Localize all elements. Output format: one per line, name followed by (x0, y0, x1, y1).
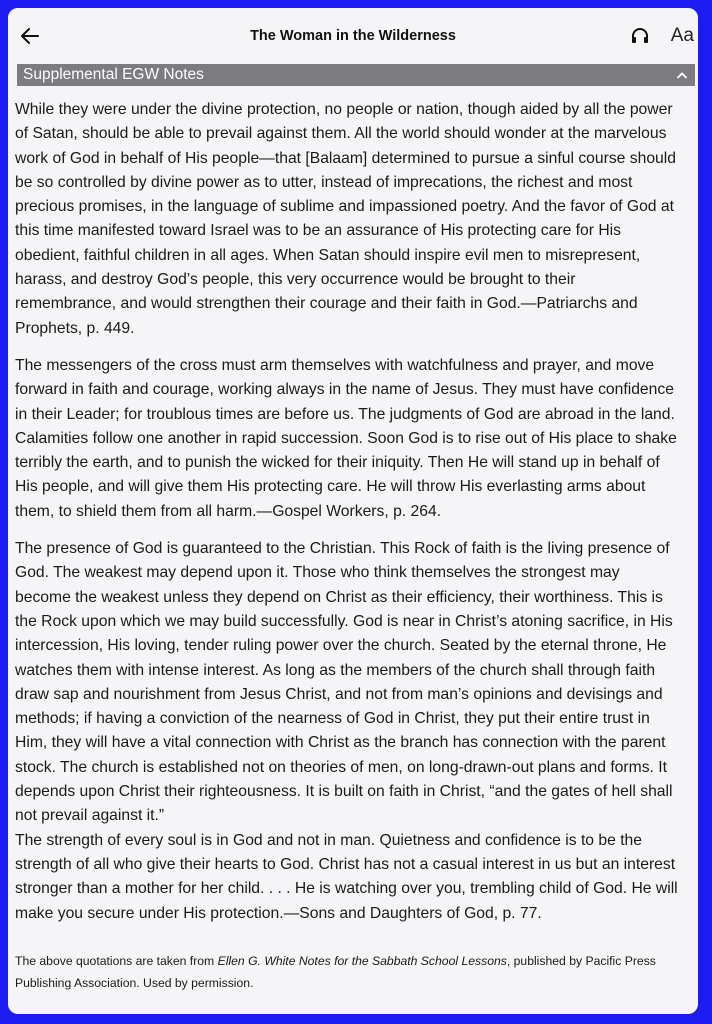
footnote-source: Ellen G. White Notes for the Sabbath School Lessons (217, 954, 507, 968)
chevron-up-icon (676, 71, 688, 79)
back-button[interactable] (10, 16, 50, 56)
collapse-toggle[interactable] (669, 71, 695, 79)
back-arrow-icon (21, 28, 39, 44)
headphones-icon (631, 28, 649, 44)
paragraph: The strength of every soul is in God and not in man. Quietness and confidence is to be the strength of all who give their hearts to God. Christ has not a casual interest in us but an interest stronger than a mother for her child. . . . He is watching over you, trembling child of God. He will make you secure under His protection.—Sons and Daughters of God, p. 77. (15, 831, 678, 922)
paragraph: While they were under the divine protection, no people or nation, though aided by all the power of Satan, should be able to prevail against them. All the world should wonder at the marvelous work of God in behalf of His people—that [Balaam] determined to pursue a sinful course should be so controlled by divine power as to utter, instead of imprecations, the richest and most precious promises, in the language of sublime and impassioned poetry. And the favor of God at this time manifested toward Israel was to be an assurance of His protecting care for His obedient, faithful children in all ages. When Satan should inspire evil men to misrepresent, harass, and destroy God’s people, this very occurrence would be brought to their remembrance, and would strengthen their courage and their faith in God.—Patriarchs and Prophets, p. 449. (15, 101, 676, 337)
toolbar-right (631, 25, 694, 47)
attribution-footnote (15, 950, 679, 994)
notes-content (15, 98, 679, 939)
page-title: The Woman in the Wilderness (250, 28, 456, 44)
top-bar (8, 8, 698, 64)
paragraph: The messengers of the cross must arm themselves with watchfulness and prayer, and move forward in faith and courage, working always in the name of Jesus. They must have confidence in their Leader; for troublous times are before us. The judgments of God are abroad in the land. Calamities follow one another in rapid succession. Soon God is to rise out of His place to shake terribly the earth, and to punish the wicked for their iniquity. Then He will stand up in behalf of His people, and will give them His protecting care. He will throw His everlasting arms about them, to shield them from all harm.—Gospel Workers, p. 264. (15, 356, 677, 520)
footnote-suffix: , published by Pacific Press Publishing Association. Used by permission. (15, 954, 656, 990)
footnote-prefix: The above quotations are taken from (15, 954, 218, 968)
paragraph: The presence of God is guaranteed to the Christian. This Rock of faith is the living presence of God. The weakest may depend upon it. Those who think themselves the strongest may become the weakest unless they depend on Christ as their efficiency, their worthiness. This is the Rock upon which we may build successfully. God is near in Christ’s atoning sacrifice, in His intercession, His loving, tender ruling power over the church. Seated by the eternal throne, He watches them with intense interest. As long as the members of the church shall through faith draw sap and nourishment from Jesus Christ, and not from man’s opinions and devisings and methods; if having a conviction of the nearness of God in Christ, they put their entire trust in Him, they will have a vital connection with Christ as the branch has connection with the parent stock. The church is established not on theories of men, on long-drawn-out plans and forms. It depends upon Christ their righteousness. It is built on faith in Christ, “and the gates of hell shall not prevail against it.” (15, 540, 673, 825)
text-size-button[interactable]: Aa (670, 25, 694, 46)
audio-button[interactable] (631, 28, 649, 44)
section-header[interactable] (17, 64, 695, 86)
section-title: Supplemental EGW Notes (23, 66, 204, 83)
